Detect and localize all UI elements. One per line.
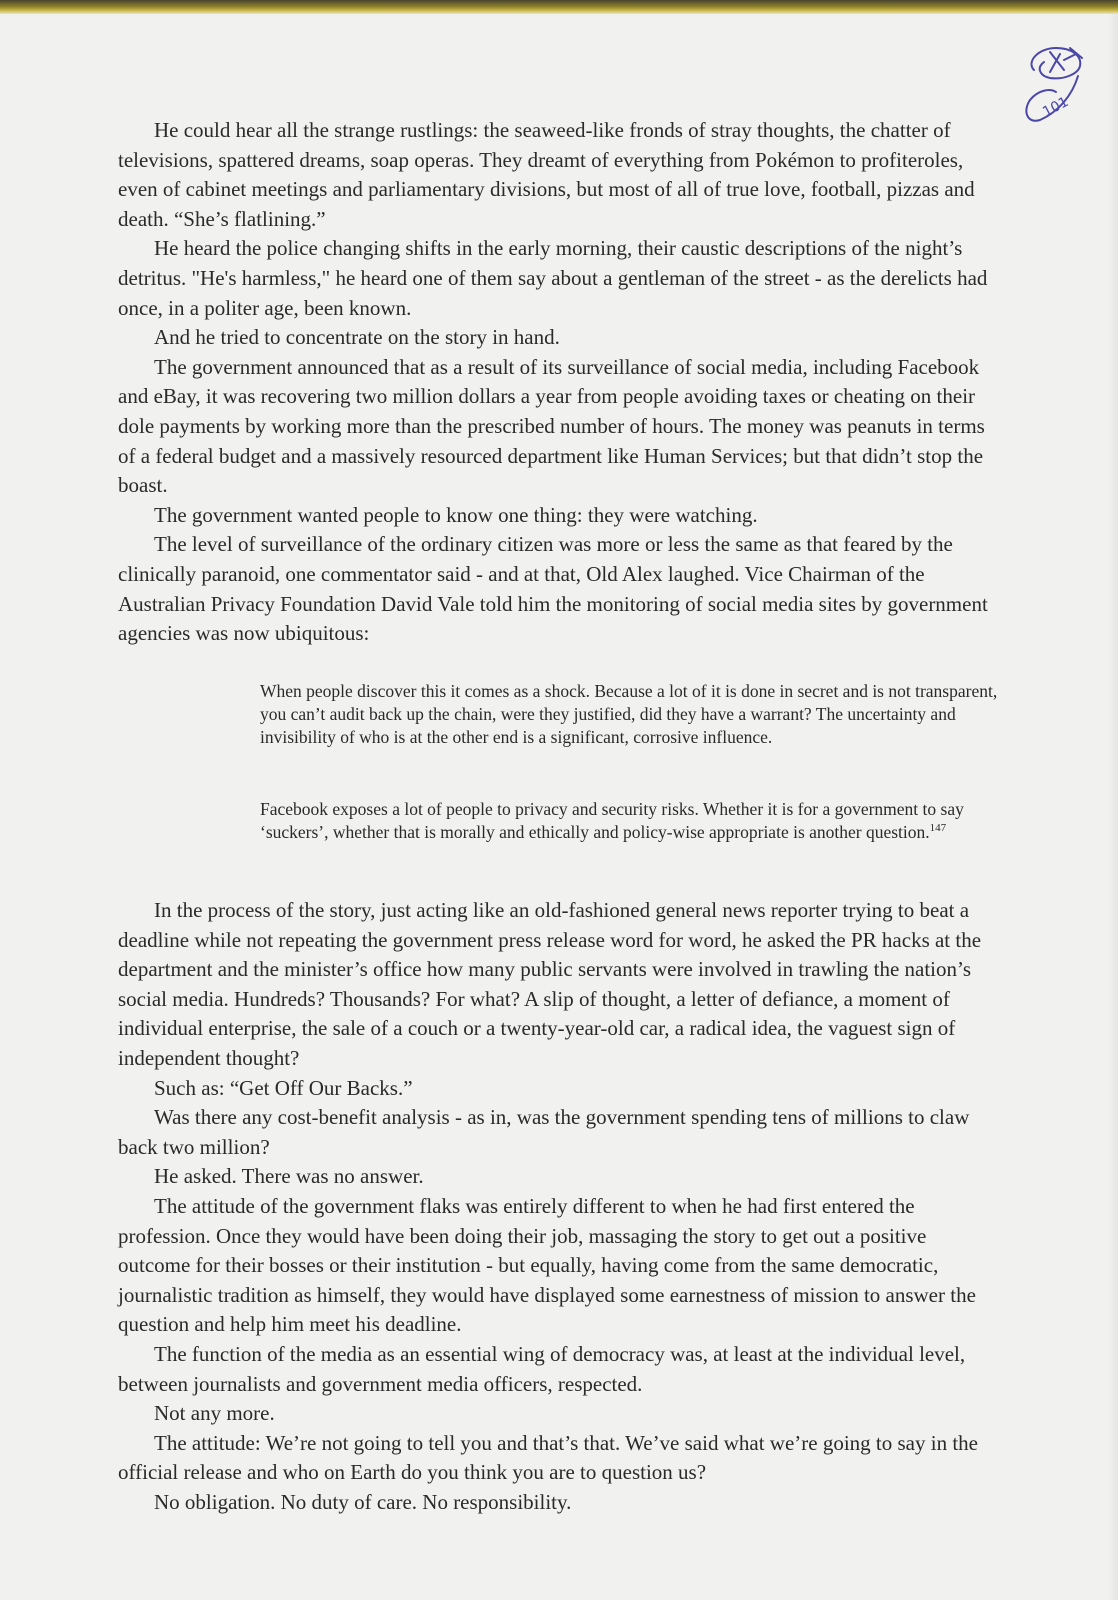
paragraph: And he tried to concentrate on the story in hand.: [154, 325, 560, 350]
paragraph: The attitude: We’re not going to tell you and that’s that. We’ve said what we’re going to say in the official release and who on Earth do you think you are to question us?: [118, 1430, 978, 1485]
paragraph: The function of the media as an essential wing of democracy was, at least at the individual level, between journalists and government media officers, respected.: [118, 1341, 966, 1396]
body-text-top: [118, 116, 1002, 649]
paragraph: The government wanted people to know one thing: they were watching.: [154, 502, 758, 527]
paragraph: Such as: “Get Off Our Backs.”: [154, 1075, 413, 1100]
paragraph: He could hear all the strange rustlings: the seaweed-like fronds of stray thoughts, the chatter of televisions, spattered dreams, soap operas. They dreamt of everything from Pokémon to profiteroles, even of cabinet meetings and parliamentary divisions, but most of all of true love, football, pizzas and death. “She’s flatlining.”: [118, 118, 975, 231]
paragraph: No obligation. No duty of care. No responsibility.: [154, 1489, 572, 1514]
block-quote: [260, 680, 1000, 749]
quote-paragraph: [260, 798, 1000, 844]
body-text-bottom: [118, 896, 1002, 1517]
paragraph: Not any more.: [154, 1401, 275, 1426]
footnote-marker: 147: [929, 822, 947, 835]
handwritten-page-number: 101: [1040, 93, 1072, 121]
paragraph: The level of surveillance of the ordinary citizen was more or less the same as that feared by the clinically paranoid, one commentator said - and at that, Old Alex laughed. Vice Chairman of the Australian Privacy Foundation David Vale told him the monitoring of social media sites by government agencies was now ubiquitous:: [118, 532, 988, 646]
page-top-edge: [0, 0, 1118, 14]
quote-paragraph-text: Facebook exposes a lot of people to privacy and security risks. Whether it is for a government to say ‘suckers’, whether that is morally and ethically and policy-wise appropriate is another question.: [260, 799, 964, 842]
paragraph: In the process of the story, just acting like an old-fashioned general news reporter trying to beat a deadline while not repeating the government press release word for word, he asked the PR hacks at the department and the minister’s office how many public servants were involved in trawling the nation’s social media. Hundreds? Thousands? For what? A slip of thought, a letter of defiance, a moment of individual enterprise, the sale of a couch or a twenty-year-old car, a radical idea, the vaguest sign of independent thought?: [118, 898, 982, 1070]
paragraph: He heard the police changing shifts in the early morning, their caustic descriptions of the night’s detritus. "He's harmless," he heard one of them say about a gentleman of the street - as the derelicts had once, in a politer age, been known.: [118, 236, 988, 320]
page-edge-shadow: [1108, 14, 1118, 1600]
paragraph: Was there any cost-benefit analysis - as in, was the government spending tens of millions to claw back two million?: [118, 1105, 970, 1159]
paragraph: The government announced that as a result of its surveillance of social media, including Facebook and eBay, it was recovering two million dollars a year from people avoiding taxes or cheating on their dole payments by working more than the prescribed number of hours. The money was peanuts in terms of a federal budget and a massively resourced department like Human Services; but that didn’t stop the boast.: [118, 354, 985, 498]
handwritten-page-mark: [1020, 40, 1100, 135]
quote-paragraph: When people discover this it comes as a shock. Because a lot of it is done in secret and is not transparent, you can’t audit back up the chain, were they justified, did they have a warrant? The uncertainty and invisibility of who is at the other end is a significant, corrosive influence.: [260, 681, 998, 747]
block-quote: [260, 798, 1000, 844]
paragraph: He asked. There was no answer.: [154, 1164, 424, 1189]
paragraph: The attitude of the government flaks was entirely different to when he had first entered the profession. Once they would have been doing their job, massaging the story to get out a positive outcome for their bosses or their institution - but equally, having come from the same democratic, journalistic tradition as himself, they would have displayed some earnestness of mission to answer the question and help him meet his deadline.: [118, 1193, 976, 1337]
